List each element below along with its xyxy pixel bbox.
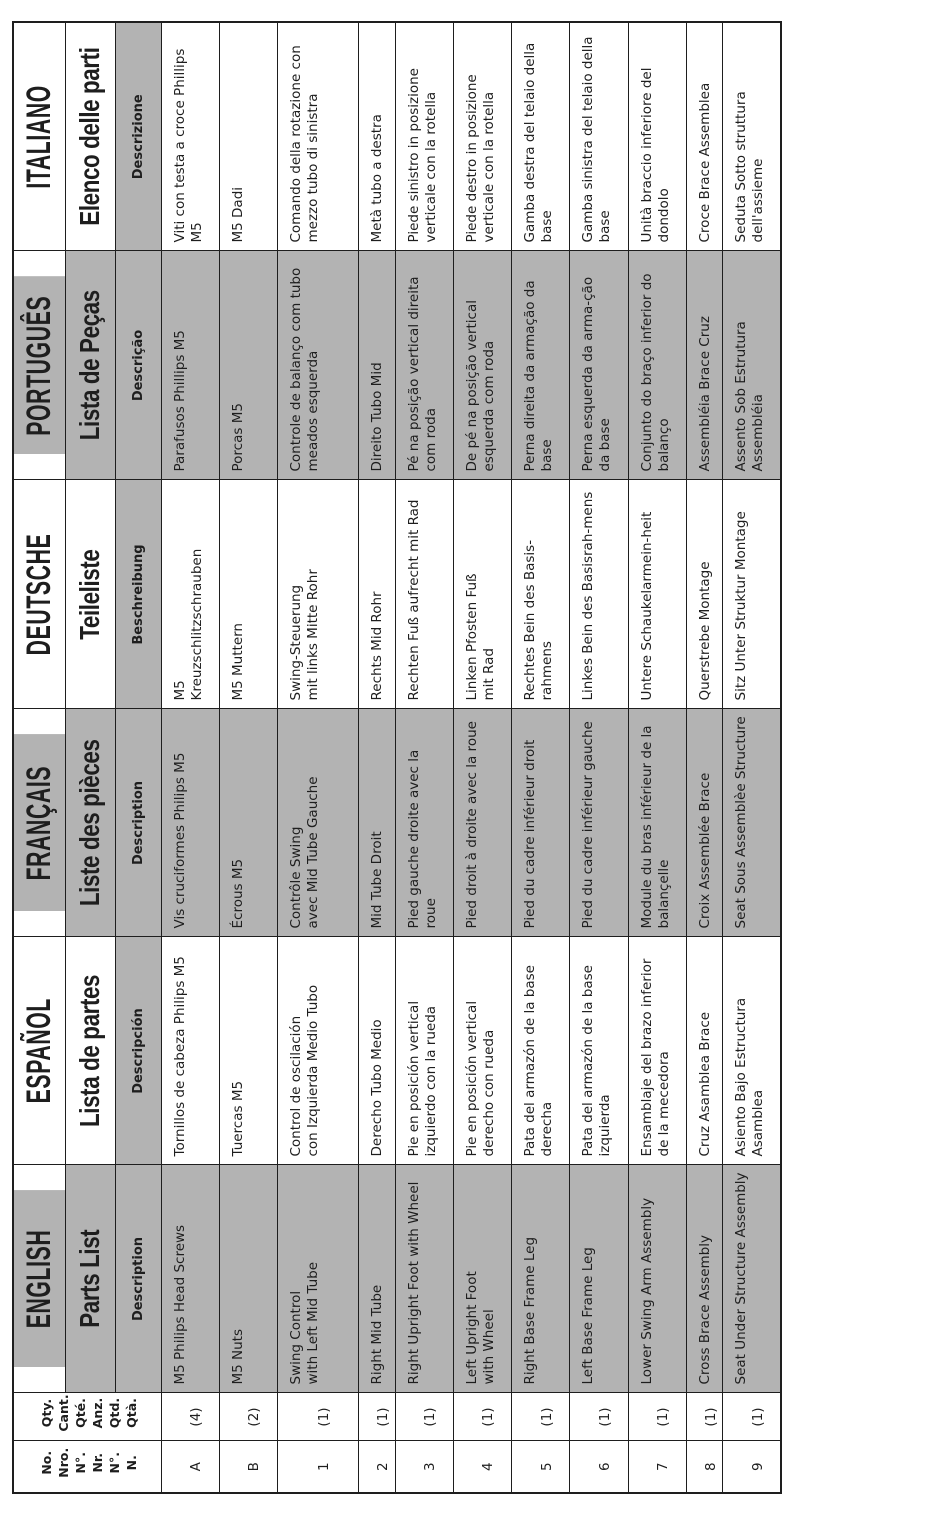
part-description: Pied du cadre inférieur droit (512, 709, 570, 937)
part-description: Linkes Bein des Basisrah-mens (570, 480, 628, 709)
language-title: ENGLISH (13, 1190, 65, 1368)
no-label: Nr. (90, 1452, 106, 1473)
part-description: Parafusos Phillips M5 (161, 251, 219, 480)
part-description: Left Upright Foot with Wheel (453, 1165, 511, 1393)
part-description: Rechten Fuß aufrecht mit Rad (395, 480, 453, 709)
part-number: 3 (395, 1441, 453, 1493)
part-description: Direito Tubo Mid (359, 251, 395, 480)
part-description: Seat Sous Assemblèe Structure (723, 709, 781, 937)
part-description: Rechtes Bein des Basis-rahmens (512, 480, 570, 709)
part-description: Pata del armazón de la base derecha (512, 937, 570, 1165)
language-title: ITALIANO (13, 47, 65, 226)
part-quantity: (2) (219, 1393, 277, 1441)
part-description: Metà tubo a destra (359, 22, 395, 251)
table-row (278, 22, 359, 1493)
language-row (13, 22, 65, 1493)
part-number: 9 (723, 1441, 781, 1493)
part-description: Linken Pfosten Fuß mit Rad (453, 480, 511, 709)
part-description: De pé na posição vertical esquerda com roda (453, 251, 511, 480)
part-quantity: (1) (359, 1393, 395, 1441)
part-description: Tornillos de cabeza Philips M5 (161, 937, 219, 1165)
part-number: 5 (512, 1441, 570, 1493)
part-quantity: (1) (686, 1393, 722, 1441)
part-quantity: (1) (512, 1393, 570, 1441)
part-description: Pied du cadre inférieur gauche (570, 709, 628, 937)
qty-label: Cant. (56, 1394, 72, 1432)
part-description: M5 Nuts (219, 1165, 277, 1393)
part-quantity: (1) (453, 1393, 511, 1441)
part-description: Untere Schaukelarmein-heit (628, 480, 686, 709)
part-description: Right Mid Tube (359, 1165, 395, 1393)
parts-list-table (12, 21, 782, 1494)
parts-rows (161, 22, 781, 1493)
part-description: Asiento Bajo Estructura Asamblea (723, 937, 781, 1165)
parts-list-subtitle: Elenco delle parti (65, 22, 115, 251)
part-description: Module du bras inférieur de la balançelle (628, 709, 686, 937)
no-label: Nro. (56, 1447, 72, 1478)
qty-label: Qty. (39, 1398, 55, 1428)
part-description: Comando della rotazione con mezzo tubo di sinistra (278, 22, 359, 251)
table-row (628, 22, 686, 1493)
part-description: Assento Sob Estrutura Assembléia (723, 251, 781, 480)
part-description: Croce Brace Assemblea (686, 22, 722, 251)
no-label: N°. (73, 1452, 89, 1474)
part-description: Piede destro in posizione verticale con la rotella (453, 22, 511, 251)
qty-label: Anz. (90, 1397, 106, 1429)
part-number: B (219, 1441, 277, 1493)
table-row (219, 22, 277, 1493)
parts-list-subtitle: Liste des pièces (65, 709, 115, 937)
subtitle-row (65, 22, 115, 1493)
part-description: M5 Muttern (219, 480, 277, 709)
no-label: No. (39, 1450, 55, 1475)
part-description: Cross Brace Assembly (686, 1165, 722, 1393)
no-label: N°. (107, 1452, 123, 1474)
part-description: Swing-Steuerung mit links Mitte Rohr (278, 480, 359, 709)
part-description: Perna esquerda da arma-ção da base (570, 251, 628, 480)
part-description: Écrous M5 (219, 709, 277, 937)
part-description: Gamba destra del telaio della base (512, 22, 570, 251)
part-description: Vis cruciformes Philips M5 (161, 709, 219, 937)
description-header: Beschreibung (115, 480, 161, 709)
part-description: Pata del armazón de la base izquierda (570, 937, 628, 1165)
parts-list-subtitle: Lista de partes (65, 937, 115, 1165)
part-description: Piede sinistro in posizione verticale con la rotella (395, 22, 453, 251)
column-header-row (115, 22, 161, 1493)
part-number: 1 (278, 1441, 359, 1493)
part-description: Contrôle Swing avec Mid Tube Gauche (278, 709, 359, 937)
part-description: Pé na posição vertical direita com roda (395, 251, 453, 480)
part-quantity: (1) (628, 1393, 686, 1441)
table-row (395, 22, 453, 1493)
qty-label: Qtd. (107, 1397, 123, 1429)
qty-label: Qtà. (124, 1398, 140, 1428)
part-quantity: (1) (395, 1393, 453, 1441)
part-number: 6 (570, 1441, 628, 1493)
no-label: N. (124, 1455, 140, 1471)
part-description: Porcas M5 (219, 251, 277, 480)
part-description: Mid Tube Droit (359, 709, 395, 937)
part-number: 2 (359, 1441, 395, 1493)
description-header: Descrizione (115, 22, 161, 251)
table-row (359, 22, 395, 1493)
part-description: Right Upright Foot with Wheel (395, 1165, 453, 1393)
description-header: Description (115, 1165, 161, 1393)
parts-list-subtitle: Teileliste (65, 480, 115, 709)
description-header: Descripción (115, 937, 161, 1165)
table-row (512, 22, 570, 1493)
table-row (570, 22, 628, 1493)
part-number: 4 (453, 1441, 511, 1493)
part-description: M5 Kreuzschlitzschrauben (161, 480, 219, 709)
language-title: FRANÇAIS (13, 734, 65, 912)
part-quantity: (4) (161, 1393, 219, 1441)
language-title: DEUTSCHE (13, 505, 65, 684)
table-row (723, 22, 781, 1493)
part-description: Querstrebe Montage (686, 480, 722, 709)
part-description: Conjunto do braço inferior do balanço (628, 251, 686, 480)
part-description: Pied droit à droite avec la roue (453, 709, 511, 937)
part-description: Seat Under Structure Assembly (723, 1165, 781, 1393)
part-description: Seduta Sotto struttura dell'assieme (723, 22, 781, 251)
table-row (453, 22, 511, 1493)
part-description: Perna direita da armação da base (512, 251, 570, 480)
table-row (161, 22, 219, 1493)
part-description: Sitz Unter Struktur Montage (723, 480, 781, 709)
part-description: Swing Control with Left Mid Tube (278, 1165, 359, 1393)
part-description: Assembléia Brace Cruz (686, 251, 722, 480)
part-quantity: (1) (570, 1393, 628, 1441)
part-description: Viti con testa a croce Phillips M5 (161, 22, 219, 251)
part-description: Unità braccio inferiore del dondolo (628, 22, 686, 251)
part-description: Cruz Asamblea Brace (686, 937, 722, 1165)
part-description: Left Base Frame Leg (570, 1165, 628, 1393)
part-description: Pie en posición vertical derecho con rueda (453, 937, 511, 1165)
part-description: Croix Assemblée Brace (686, 709, 722, 937)
table-row (686, 22, 722, 1493)
number-header (13, 1441, 161, 1493)
parts-list-subtitle: Lista de Peças (65, 251, 115, 480)
part-description: Pied gauche droite avec la roue (395, 709, 453, 937)
description-header: Descrição (115, 251, 161, 480)
part-quantity: (1) (278, 1393, 359, 1441)
quantity-header (13, 1393, 161, 1441)
part-description: Rechts Mid Rohr (359, 480, 395, 709)
part-description: Lower Swing Arm Assembly (628, 1165, 686, 1393)
part-description: Controle de balanço com tubo meados esquerda (278, 251, 359, 480)
description-header: Description (115, 709, 161, 937)
language-title: ESPAÑOL (13, 962, 65, 1140)
part-description: Pie en posición vertical izquierdo con la rueda (395, 937, 453, 1165)
part-number: 7 (628, 1441, 686, 1493)
part-description: Right Base Frame Leg (512, 1165, 570, 1393)
part-description: Ensamblaje del brazo inferior de la mecedora (628, 937, 686, 1165)
part-description: M5 Philips Head Screws (161, 1165, 219, 1393)
part-description: Control de oscilación con Izquierda Medio Tubo (278, 937, 359, 1165)
part-description: Gamba sinistra del telaio della base (570, 22, 628, 251)
language-title: PORTUGUÊS (13, 276, 65, 455)
part-description: Derecho Tubo Medio (359, 937, 395, 1165)
part-description: Tuercas M5 (219, 937, 277, 1165)
part-number: A (161, 1441, 219, 1493)
qty-label: Qté. (73, 1398, 89, 1428)
part-description: M5 Dadi (219, 22, 277, 251)
parts-list-subtitle: Parts List (65, 1165, 115, 1393)
part-quantity: (1) (723, 1393, 781, 1441)
part-number: 8 (686, 1441, 722, 1493)
